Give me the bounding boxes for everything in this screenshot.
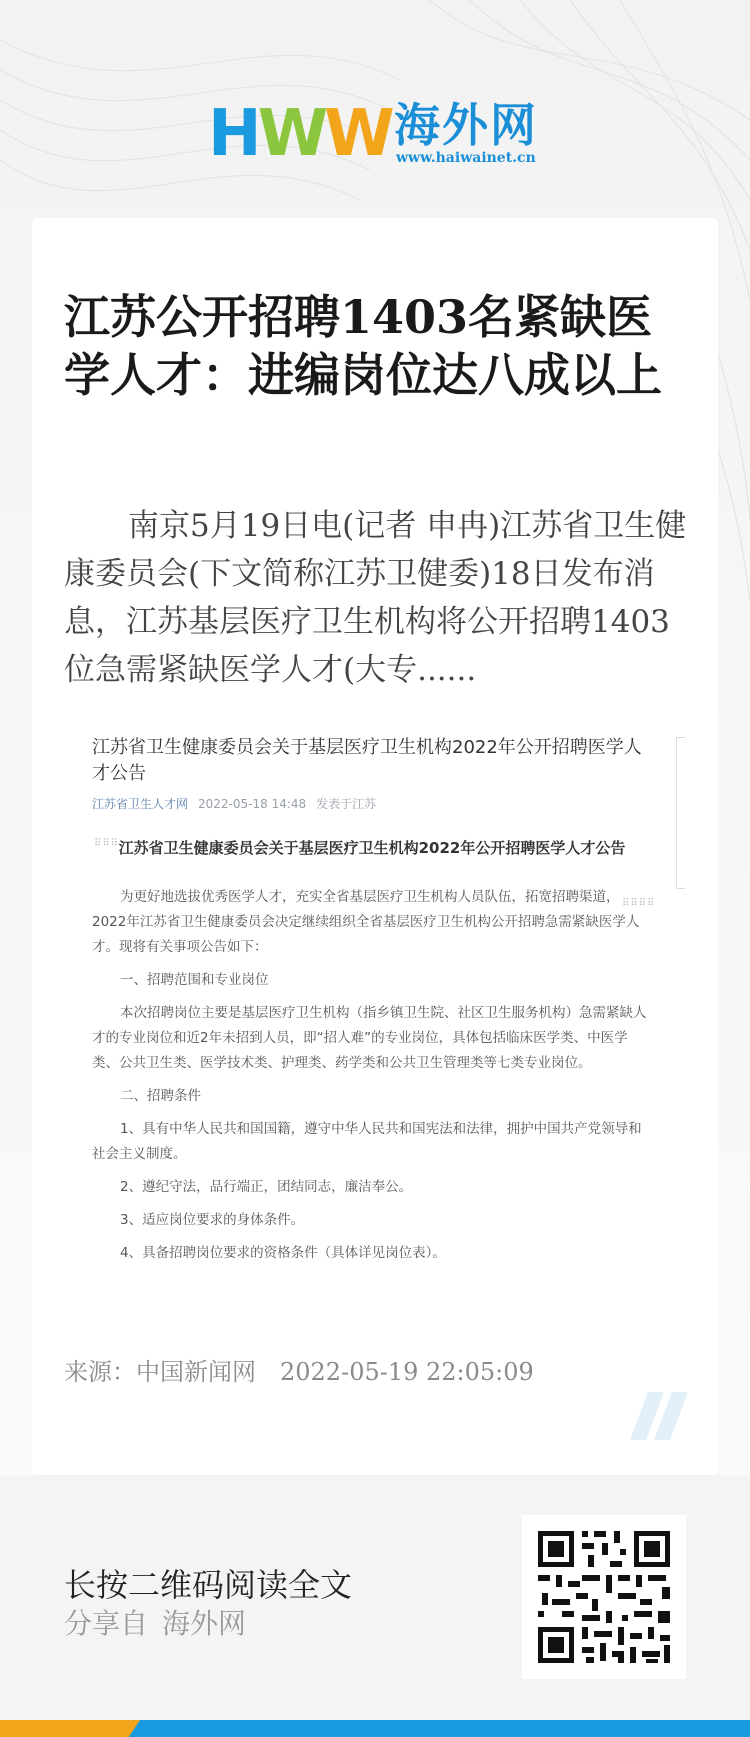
doc-meta-location: 发表于江苏	[316, 797, 377, 811]
article-summary: 南京5月19日电(记者 申冉)江苏省卫生健康委员会(下文简称江苏卫健委)18日发布消息，江苏基层医疗卫生机构将公开招聘1403位急需紧缺医学人才(大专......	[64, 508, 687, 688]
doc-paragraph: 为更好地选拔优秀医学人才，充实全省基层医疗卫生机构人员队伍，拓宽招聘渠道，2022年江苏省卫生健康委员会决定继续组织全省基层医疗卫生机构公开招聘急需紧缺医学人才。现将有关事项公告如下：	[92, 889, 640, 955]
article-datetime: 2022-05-19 22:05:09	[280, 1358, 534, 1386]
article-source-line	[64, 1352, 534, 1387]
share-prefix: 分享自	[64, 1607, 149, 1640]
article-source: 来源：中国新闻网	[64, 1358, 256, 1386]
doc-paragraph: 1、具有中华人民共和国国籍，遵守中华人民共和国宪法和法律，拥护中国共产党领导和社会主义制度。	[92, 1121, 642, 1162]
doc-paragraph: 3、适应岗位要求的身体条件。	[120, 1212, 305, 1228]
qr-code-icon[interactable]	[522, 1515, 686, 1679]
haiwainet-logo[interactable]	[208, 97, 548, 171]
logo-letters: HWW	[208, 97, 391, 171]
doc-section-heading: 二、招聘条件	[120, 1088, 201, 1104]
doc-dots-decoration: ⠿⠿⠿	[94, 838, 119, 849]
qr-read-prompt: 长按二维码阅读全文	[64, 1566, 353, 1604]
share-site: 海外网	[162, 1607, 247, 1640]
doc-meta	[92, 795, 680, 812]
embedded-document-image	[92, 735, 680, 1325]
bottom-bar-accent	[0, 1720, 140, 1737]
slash-decoration-icon	[630, 1392, 690, 1440]
article-title: 江苏公开招聘1403名紧缺医学人才：进编岗位达八成以上	[64, 290, 662, 402]
logo-url: www.haiwainet.cn	[396, 150, 536, 166]
doc-paragraph: 2、遵纪守法，品行端正，团结同志，廉洁奉公。	[120, 1179, 413, 1195]
doc-dots-decoration: ⠿⠿⠿⠿	[622, 898, 656, 909]
doc-heading: 江苏省卫生健康委员会关于基层医疗卫生机构2022年公开招聘医学人才公告	[118, 839, 626, 857]
doc-title: 江苏省卫生健康委员会关于基层医疗卫生机构2022年公开招聘医学人才公告	[92, 737, 642, 784]
logo-chinese-name: 海外网	[394, 98, 538, 152]
doc-meta-time: 2022-05-18 14:48	[198, 797, 307, 811]
doc-meta-source: 江苏省卫生人才网	[92, 797, 189, 811]
doc-section-heading: 一、招聘范围和专业岗位	[120, 972, 269, 988]
doc-paragraph: 4、具备招聘岗位要求的资格条件（具体详见岗位表）。	[120, 1245, 446, 1261]
share-from	[64, 1602, 246, 1642]
bottom-brand-bar	[0, 1720, 750, 1737]
doc-paragraph: 本次招聘岗位主要是基层医疗卫生机构（指乡镇卫生院、社区卫生服务机构）急需紧缺人才的专业岗位和近2年未招到人员，即“招人难”的专业岗位，具体包括临床医学类、中医学类、公共卫生类、医学技术类、护理类、药学类和公共卫生管理类等七类专业岗位。	[92, 1005, 647, 1071]
